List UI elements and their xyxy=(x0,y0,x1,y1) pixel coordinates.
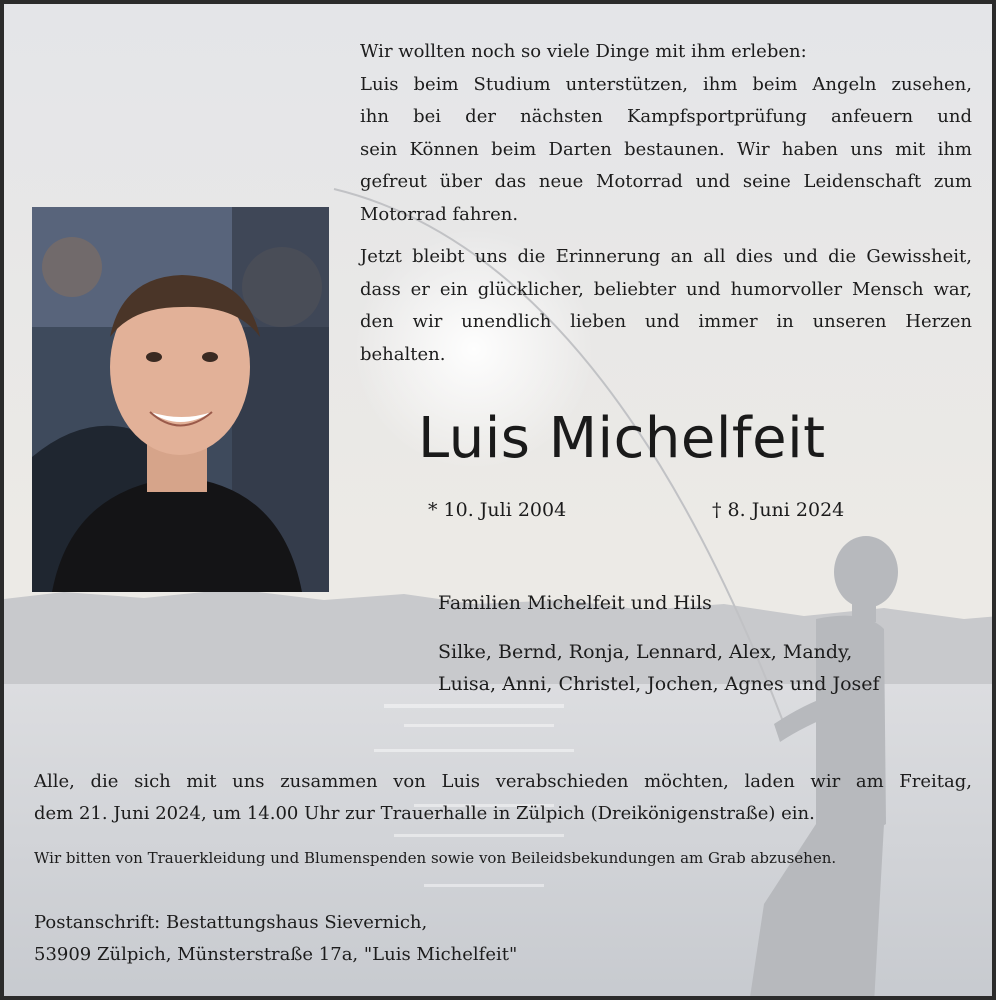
portrait-illustration xyxy=(32,207,329,592)
mourners-list xyxy=(438,636,880,700)
intro-paragraph-1 xyxy=(360,36,972,231)
mourners-line: Luisa, Anni, Christel, Jochen, Agnes und Josef xyxy=(438,673,880,695)
intro-paragraph-2 xyxy=(360,241,972,371)
intro-line: den wir unendlich lieben und immer in unseren Herzen xyxy=(360,311,972,332)
invitation-line: dem 21. Juni 2024, um 14.00 Uhr zur Trauerhalle in Zülpich (Dreikönigenstraße) ein. xyxy=(34,803,815,824)
intro-line: ihn bei der nächsten Kampfsportprüfung anfeuern und xyxy=(360,106,972,127)
mourners-line: Silke, Bernd, Ronja, Lennard, Alex, Mandy, xyxy=(438,641,853,663)
death-date: † 8. Juni 2024 xyxy=(712,499,845,521)
address-line: Postanschrift: Bestattungshaus Sievernich, xyxy=(34,912,428,933)
portrait-photo xyxy=(32,207,329,592)
postal-address xyxy=(34,907,517,971)
condolence-request: Wir bitten von Trauerkleidung und Blumenspenden sowie von Beileidsbekundungen am Grab abzusehen. xyxy=(34,849,837,867)
intro-line: sein Können beim Darten bestaunen. Wir haben uns mit ihm xyxy=(360,138,972,160)
intro-line: Wir wollten noch so viele Dinge mit ihm erleben: xyxy=(360,41,807,62)
intro-line: Luis beim Studium unterstützen, ihm beim Angeln zusehen, xyxy=(360,73,972,95)
intro-line: behalten. xyxy=(360,343,446,365)
funeral-invitation xyxy=(34,766,972,830)
intro-line: Motorrad fahren. xyxy=(360,203,519,225)
birth-date: * 10. Juli 2004 xyxy=(428,499,567,521)
intro-line: gefreut über das neue Motorrad und seine Leidenschaft zum xyxy=(360,171,972,192)
address-line: 53909 Zülpich, Münsterstraße 17a, "Luis Michelfeit" xyxy=(34,944,518,965)
deceased-name: Luis Michelfeit xyxy=(418,406,826,471)
intro-text xyxy=(360,36,972,371)
intro-line: Jetzt bleibt uns die Erinnerung an all dies und die Gewissheit, xyxy=(360,246,972,267)
invitation-line: Alle, die sich mit uns zusammen von Luis verabschieden möchten, laden wir am Freitag, xyxy=(34,771,972,792)
intro-line: dass er ein glücklicher, beliebter und humorvoller Mensch war, xyxy=(360,278,972,300)
mourning-families: Familien Michelfeit und Hils xyxy=(438,592,712,614)
